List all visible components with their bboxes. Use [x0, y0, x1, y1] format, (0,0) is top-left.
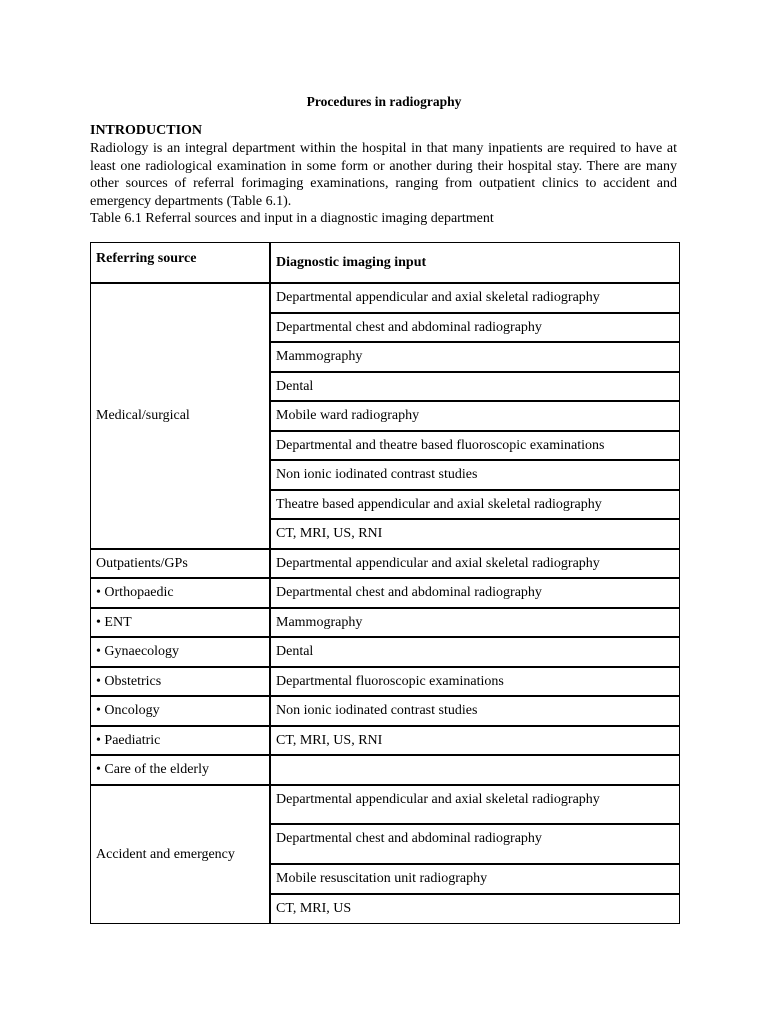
accident-input-1: Departmental appendicular and axial skeletal radiography [270, 785, 680, 824]
section-heading: INTRODUCTION [90, 123, 203, 138]
source-medical-surgical: Medical/surgical [90, 283, 270, 549]
header-referring-source: Referring source [90, 242, 270, 283]
medical-input-8: Theatre based appendicular and axial skeletal radiography [270, 490, 680, 519]
referral-table [90, 242, 680, 924]
outpatient-input-3: Mammography [270, 608, 680, 637]
outpatient-source-6: • Oncology [90, 696, 270, 726]
intro-paragraph: Radiology is an integral department within the hospital in that many inpatients are required to have at least one radiological examination in some form or another during their hospital stay. There are many other sources of referral forimaging examinations, ranging from outpatient clinics to accident and emergency departments (Table 6.1). [90, 141, 677, 209]
outpatient-source-4: • Gynaecology [90, 637, 270, 667]
outpatient-input-8 [270, 755, 680, 785]
accident-input-3: Mobile resuscitation unit radiography [270, 864, 680, 894]
page-title: Procedures in radiography [306, 94, 462, 109]
accident-input-4: CT, MRI, US [270, 894, 680, 924]
outpatient-source-2: • Orthopaedic [90, 578, 270, 608]
outpatient-source-3: • ENT [90, 608, 270, 637]
outpatient-input-1: Departmental appendicular and axial skeletal radiography [270, 549, 680, 578]
medical-input-4: Dental [270, 372, 680, 401]
medical-input-3: Mammography [270, 342, 680, 372]
outpatient-source-8: • Care of the elderly [90, 755, 270, 785]
source-accident-emergency: Accident and emergency [90, 785, 270, 924]
medical-input-6: Departmental and theatre based fluoroscopic examinations [270, 431, 680, 460]
outpatient-input-6: Non ionic iodinated contrast studies [270, 696, 680, 726]
outpatient-input-2: Departmental chest and abdominal radiography [270, 578, 680, 608]
accident-input-2: Departmental chest and abdominal radiography [270, 824, 680, 864]
medical-input-5: Mobile ward radiography [270, 401, 680, 431]
table-caption: Table 6.1 Referral sources and input in a diagnostic imaging department [90, 211, 494, 226]
outpatient-input-5: Departmental fluoroscopic examinations [270, 667, 680, 696]
outpatient-input-7: CT, MRI, US, RNI [270, 726, 680, 755]
outpatient-source-1: Outpatients/GPs [90, 549, 270, 578]
medical-input-2: Departmental chest and abdominal radiography [270, 313, 680, 342]
medical-input-9: CT, MRI, US, RNI [270, 519, 680, 549]
header-imaging-input: Diagnostic imaging input [270, 242, 680, 283]
outpatient-source-5: • Obstetrics [90, 667, 270, 696]
medical-input-7: Non ionic iodinated contrast studies [270, 460, 680, 490]
outpatient-input-4: Dental [270, 637, 680, 667]
outpatient-source-7: • Paediatric [90, 726, 270, 755]
medical-input-1: Departmental appendicular and axial skeletal radiography [270, 283, 680, 313]
